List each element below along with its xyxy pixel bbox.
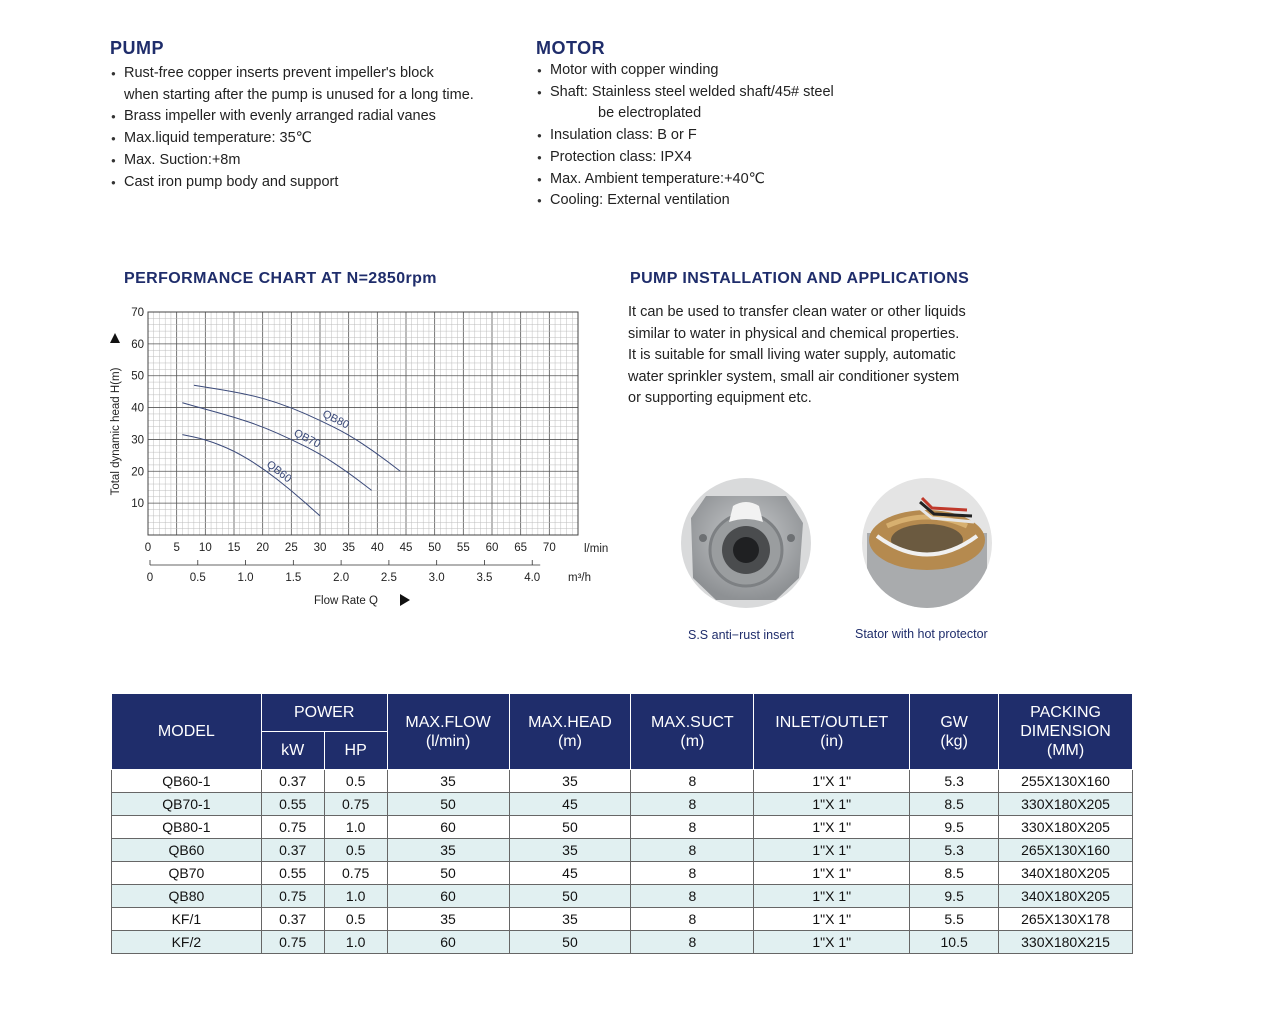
header-max-flow: MAX.FLOW (l/min)	[387, 694, 509, 770]
table-cell: KF/1	[112, 908, 262, 931]
table-cell: 8.5	[910, 862, 999, 885]
header-packing-dimension: PACKING DIMENSION (MM)	[999, 694, 1133, 770]
x2-tick-label: 0	[146, 572, 154, 584]
installation-line: or supporting equipment etc.	[628, 390, 812, 407]
x-unit-label: l/min	[584, 543, 609, 555]
table-cell: 330X180X215	[999, 931, 1133, 954]
x2-tick-label: 1.0	[237, 572, 254, 584]
feature-item: ● Max. Suction:+8m	[110, 150, 474, 172]
feature-item: ● Max. Ambient temperature:+40℃	[536, 169, 834, 191]
feature-item: ● Protection class: IPX4	[536, 147, 834, 169]
table-cell: QB60	[112, 839, 262, 862]
y-tick-label: 20	[131, 466, 144, 479]
y-tick-label: 10	[131, 498, 144, 511]
table-cell: 0.5	[324, 770, 387, 793]
y-tick-label: 50	[131, 370, 144, 383]
table-cell: 5.5	[910, 908, 999, 931]
table-cell: 8	[631, 931, 754, 954]
table-cell: QB70-1	[112, 793, 262, 816]
table-cell: 0.37	[261, 839, 324, 862]
table-row	[112, 885, 1133, 908]
feature-item: when starting after the pump is unused for a long time.	[124, 86, 474, 103]
series-label: QB60	[264, 458, 294, 486]
x-tick-label: 0	[144, 542, 152, 554]
y-tick-label: 30	[131, 434, 144, 447]
table-cell: 60	[387, 931, 509, 954]
header-kw: kW	[261, 732, 324, 770]
table-cell: QB80-1	[112, 816, 262, 839]
x2-tick-label: 3.0	[428, 572, 445, 584]
series-label: QB80	[320, 408, 351, 432]
y-axis-label: Total dynamic head H(m)	[110, 367, 122, 496]
table-cell: 0.75	[324, 862, 387, 885]
feature-item: ● Brass impeller with evenly arranged radial vanes	[110, 106, 474, 128]
x2-unit-label: m³/h	[568, 572, 591, 584]
installation-description	[628, 302, 966, 410]
x-tick-label: 70	[542, 542, 556, 554]
y-tick-label: 40	[131, 402, 144, 415]
installation-line: similar to water in physical and chemical properties.	[628, 325, 960, 342]
table-cell: 8.5	[910, 793, 999, 816]
table-cell: 1"X 1"	[754, 839, 910, 862]
table-cell: 35	[387, 908, 509, 931]
header-max-suct: MAX.SUCT (m)	[631, 694, 754, 770]
table-cell: 340X180X205	[999, 885, 1133, 908]
table-cell: 265X130X178	[999, 908, 1133, 931]
x-tick-label: 65	[514, 542, 528, 554]
table-cell: 8	[631, 770, 754, 793]
table-cell: 35	[387, 839, 509, 862]
table-row	[112, 816, 1133, 839]
table-cell: 8	[631, 839, 754, 862]
table-cell: 8	[631, 862, 754, 885]
anti-rust-insert-caption: S.S anti−rust insert	[688, 628, 794, 642]
x2-tick-label: 3.5	[476, 572, 493, 584]
x-axis-label: Flow Rate Q	[314, 595, 378, 607]
pump-title: PUMP	[110, 38, 165, 58]
table-cell: QB60-1	[112, 770, 262, 793]
table-cell: 0.55	[261, 793, 324, 816]
x2-tick-label: 2.0	[333, 572, 350, 584]
table-cell: 9.5	[910, 885, 999, 908]
x-tick-label: 40	[370, 542, 384, 554]
table-cell: 50	[387, 793, 509, 816]
table-cell: 0.5	[324, 908, 387, 931]
x-tick-label: 30	[313, 542, 327, 554]
table-cell: 0.75	[261, 816, 324, 839]
table-cell: QB70	[112, 862, 262, 885]
table-cell: 1"X 1"	[754, 931, 910, 954]
table-row	[112, 931, 1133, 954]
x-tick-label: 15	[227, 542, 241, 554]
installation-line: It can be used to transfer clean water or other liquids	[628, 304, 966, 320]
table-cell: 1.0	[324, 816, 387, 839]
table-row	[112, 862, 1133, 885]
table-cell: 1.0	[324, 931, 387, 954]
table-cell: 1"X 1"	[754, 816, 910, 839]
table-row	[112, 793, 1133, 816]
table-cell: 10.5	[910, 931, 999, 954]
table-cell: 8	[631, 885, 754, 908]
table-cell: 50	[509, 885, 631, 908]
table-cell: 0.75	[261, 931, 324, 954]
table-cell: 330X180X205	[999, 793, 1133, 816]
header-hp: HP	[324, 732, 387, 770]
header-model: MODEL	[112, 694, 262, 770]
header-gw: GW (kg)	[910, 694, 999, 770]
header-power: POWER	[261, 694, 387, 732]
table-cell: 0.37	[261, 908, 324, 931]
feature-item: be electroplated	[598, 105, 702, 122]
table-cell: KF/2	[112, 931, 262, 954]
feature-item: ● Cooling: External ventilation	[536, 190, 834, 212]
x2-tick-label: 4.0	[524, 572, 541, 584]
anti-rust-insert-photo	[681, 478, 811, 608]
x-tick-label: 25	[284, 542, 298, 554]
table-cell: 60	[387, 885, 509, 908]
performance-chart-title: PERFORMANCE CHART AT N=2850rpm	[124, 270, 437, 287]
motor-feature-list	[536, 60, 834, 212]
table-cell: 8	[631, 816, 754, 839]
table-cell: 45	[509, 793, 631, 816]
installation-line: water sprinkler system, small air conditioner system	[628, 368, 960, 385]
header-inlet-outlet: INLET/OUTLET (in)	[754, 694, 910, 770]
table-cell: 255X130X160	[999, 770, 1133, 793]
table-cell: 0.75	[261, 885, 324, 908]
header-max-head: MAX.HEAD (m)	[509, 694, 631, 770]
x2-tick-label: 2.5	[380, 572, 397, 584]
series-label: QB70	[291, 427, 323, 451]
table-cell: 1.0	[324, 885, 387, 908]
table-cell: 265X130X160	[999, 839, 1133, 862]
table-row	[112, 770, 1133, 793]
x-tick-label: 20	[256, 542, 270, 554]
x-arrow-icon	[400, 594, 410, 606]
table-cell: 5.3	[910, 839, 999, 862]
feature-item: ● Motor with copper winding	[536, 60, 834, 82]
plot-frame	[148, 312, 578, 535]
table-cell: 60	[387, 816, 509, 839]
x2-tick-label: 0.5	[189, 572, 206, 584]
table-cell: 340X180X205	[999, 862, 1133, 885]
table-cell: 8	[631, 908, 754, 931]
x-tick-label: 50	[428, 542, 442, 554]
table-row	[112, 839, 1133, 862]
feature-item: ● Rust-free copper inserts prevent impeller's block	[110, 63, 474, 85]
feature-item: ● Max.liquid temperature: 35℃	[110, 128, 474, 150]
table-cell: 1"X 1"	[754, 770, 910, 793]
table-cell: 35	[509, 770, 631, 793]
y-tick-label: 60	[131, 338, 144, 351]
x-tick-label: 60	[485, 542, 499, 554]
x-tick-label: 45	[399, 542, 413, 554]
table-cell: 50	[509, 931, 631, 954]
table-cell: 1"X 1"	[754, 908, 910, 931]
feature-item: ● Cast iron pump body and support	[110, 172, 474, 194]
spec-table	[111, 693, 1133, 954]
table-cell: 35	[509, 839, 631, 862]
table-cell: 45	[509, 862, 631, 885]
performance-chart	[100, 295, 610, 615]
x-tick-label: 5	[173, 542, 180, 554]
x-tick-label: 10	[198, 542, 212, 554]
table-cell: 1"X 1"	[754, 793, 910, 816]
table-cell: 35	[387, 770, 509, 793]
table-cell: 9.5	[910, 816, 999, 839]
table-cell: 1"X 1"	[754, 885, 910, 908]
table-cell: 330X180X205	[999, 816, 1133, 839]
table-cell: QB80	[112, 885, 262, 908]
x-tick-label: 35	[342, 542, 356, 554]
table-cell: 8	[631, 793, 754, 816]
motor-title: MOTOR	[536, 38, 606, 58]
table-cell: 5.3	[910, 770, 999, 793]
x-tick-label: 55	[456, 542, 470, 554]
table-cell: 35	[509, 908, 631, 931]
table-cell: 0.5	[324, 839, 387, 862]
table-cell: 0.75	[324, 793, 387, 816]
table-cell: 1"X 1"	[754, 862, 910, 885]
stator-photo	[862, 478, 992, 608]
feature-item: ● Insulation class: B or F	[536, 125, 834, 147]
table-row	[112, 908, 1133, 931]
y-arrow-icon	[110, 333, 120, 343]
installation-line: It is suitable for small living water supply, automatic	[628, 347, 956, 364]
y-tick-label: 70	[131, 307, 144, 319]
installation-title: PUMP INSTALLATION AND APPLICATIONS	[630, 270, 970, 287]
table-cell: 0.37	[261, 770, 324, 793]
table-cell: 50	[509, 816, 631, 839]
table-cell: 0.55	[261, 862, 324, 885]
table-cell: 50	[387, 862, 509, 885]
pump-feature-list	[110, 63, 474, 193]
x2-tick-label: 1.5	[285, 572, 302, 584]
feature-item: ● Shaft: Stainless steel welded shaft/45# steel	[536, 82, 834, 104]
stator-caption: Stator with hot protector	[855, 627, 988, 641]
